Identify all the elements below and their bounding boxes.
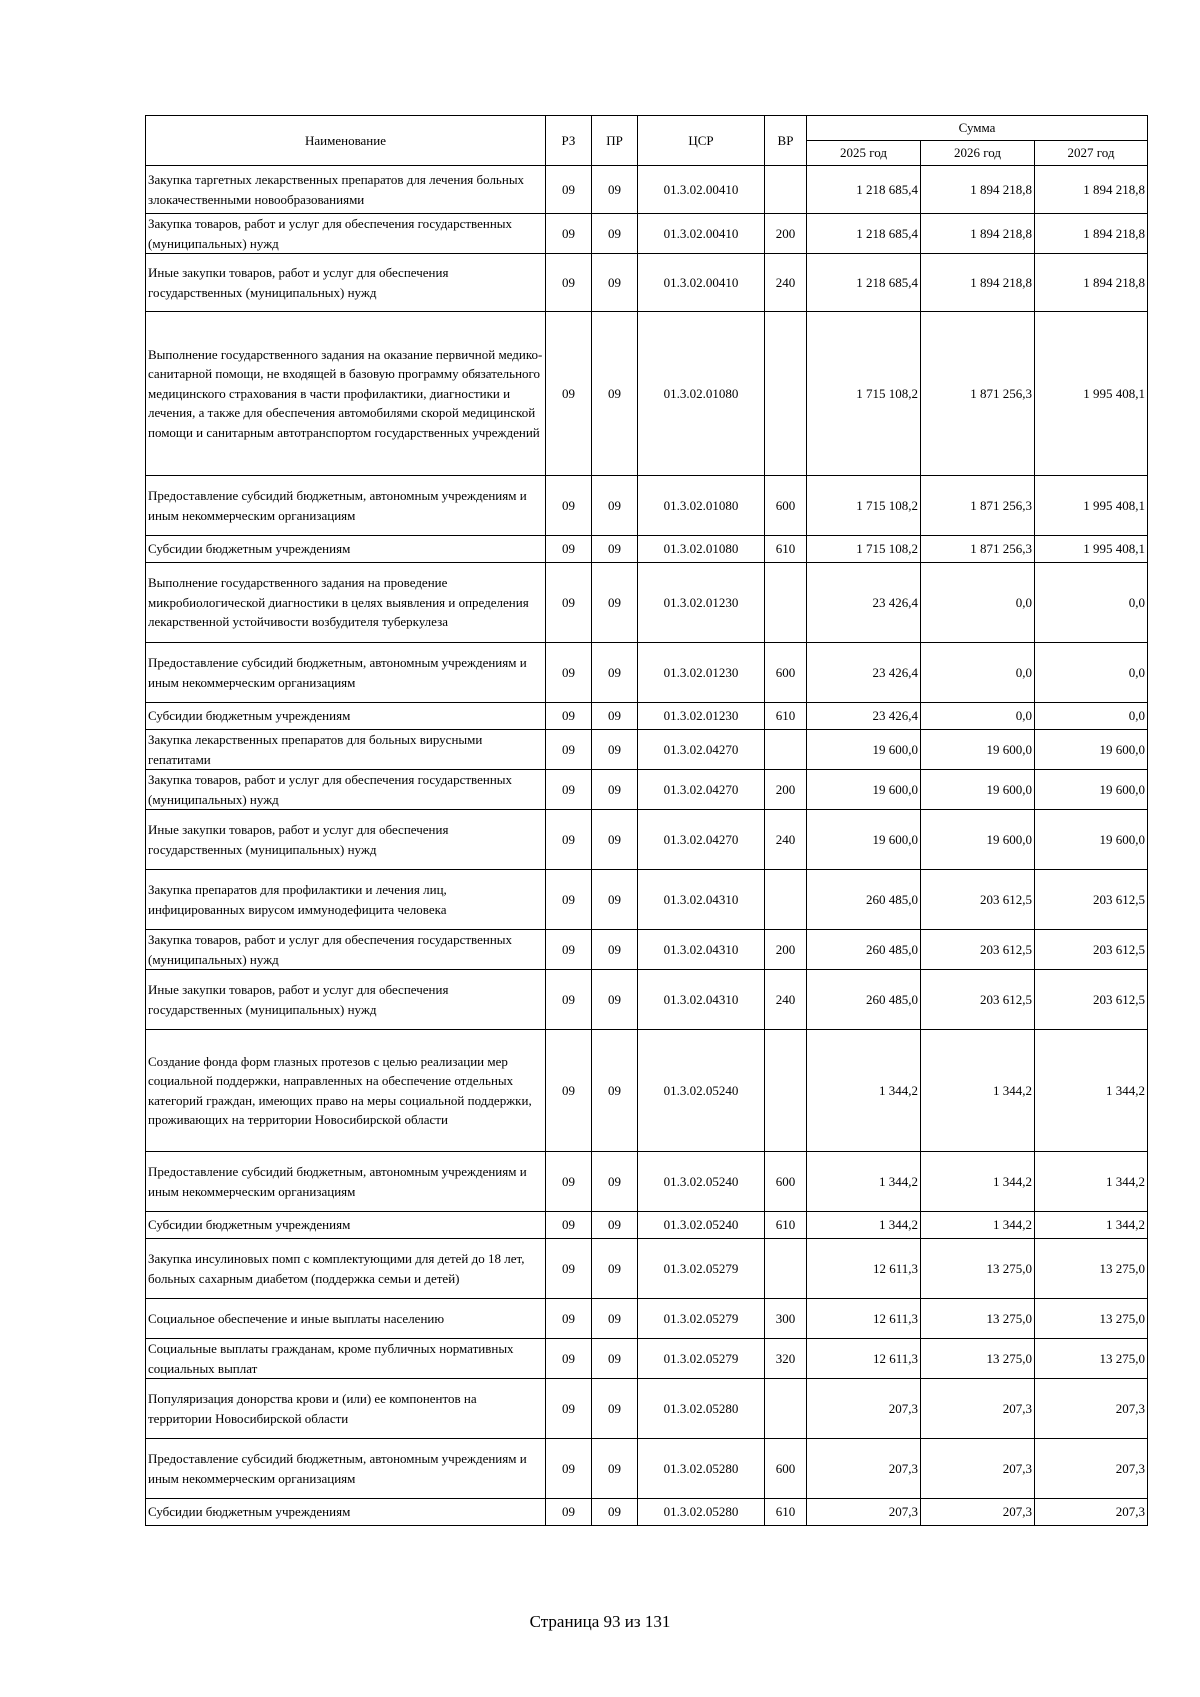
cell-rz: 09 <box>546 1299 592 1339</box>
table-row <box>146 643 1148 703</box>
table-row <box>146 703 1148 730</box>
header-year-2025: 2025 год <box>807 141 921 166</box>
cell-2025: 207,3 <box>807 1499 921 1526</box>
cell-csr: 01.3.02.04270 <box>638 810 765 870</box>
cell-name: Закупка товаров, работ и услуг для обеспечения государственных (муниципальных) нужд <box>146 214 546 254</box>
cell-csr: 01.3.02.05279 <box>638 1239 765 1299</box>
cell-2027: 0,0 <box>1035 643 1148 703</box>
cell-pr: 09 <box>592 1379 638 1439</box>
cell-pr: 09 <box>592 970 638 1030</box>
cell-2025: 19 600,0 <box>807 810 921 870</box>
table-row <box>146 1299 1148 1339</box>
cell-name: Предоставление субсидий бюджетным, автономным учреждениям и иным некоммерческим организациям <box>146 476 546 536</box>
cell-2025: 260 485,0 <box>807 870 921 930</box>
cell-2027: 207,3 <box>1035 1379 1148 1439</box>
cell-2025: 1 715 108,2 <box>807 476 921 536</box>
cell-vr: 300 <box>765 1299 807 1339</box>
table-row <box>146 810 1148 870</box>
cell-2025: 207,3 <box>807 1379 921 1439</box>
cell-rz: 09 <box>546 312 592 476</box>
cell-csr: 01.3.02.01080 <box>638 476 765 536</box>
cell-pr: 09 <box>592 770 638 810</box>
header-vr: ВР <box>765 116 807 166</box>
cell-2026: 13 275,0 <box>921 1239 1035 1299</box>
cell-csr: 01.3.02.04310 <box>638 970 765 1030</box>
cell-pr: 09 <box>592 1239 638 1299</box>
cell-vr: 200 <box>765 770 807 810</box>
cell-2025: 1 344,2 <box>807 1212 921 1239</box>
cell-2025: 23 426,4 <box>807 643 921 703</box>
cell-csr: 01.3.02.05279 <box>638 1339 765 1379</box>
cell-name: Субсидии бюджетным учреждениям <box>146 1499 546 1526</box>
cell-pr: 09 <box>592 643 638 703</box>
cell-name: Предоставление субсидий бюджетным, автономным учреждениям и иным некоммерческим организациям <box>146 643 546 703</box>
cell-csr: 01.3.02.00410 <box>638 254 765 312</box>
cell-csr: 01.3.02.04270 <box>638 770 765 810</box>
cell-pr: 09 <box>592 214 638 254</box>
cell-name: Предоставление субсидий бюджетным, автономным учреждениям и иным некоммерческим организациям <box>146 1152 546 1212</box>
cell-vr: 610 <box>765 703 807 730</box>
cell-2026: 13 275,0 <box>921 1339 1035 1379</box>
cell-vr <box>765 1030 807 1152</box>
cell-rz: 09 <box>546 1339 592 1379</box>
table-row <box>146 1030 1148 1152</box>
cell-rz: 09 <box>546 770 592 810</box>
table-row <box>146 1239 1148 1299</box>
cell-pr: 09 <box>592 1212 638 1239</box>
cell-vr <box>765 1379 807 1439</box>
cell-2026: 19 600,0 <box>921 770 1035 810</box>
table-row <box>146 930 1148 970</box>
cell-2027: 1 344,2 <box>1035 1152 1148 1212</box>
cell-2027: 1 894 218,8 <box>1035 254 1148 312</box>
cell-2025: 1 715 108,2 <box>807 536 921 563</box>
cell-vr: 600 <box>765 643 807 703</box>
cell-vr <box>765 870 807 930</box>
cell-csr: 01.3.02.04310 <box>638 930 765 970</box>
cell-2027: 0,0 <box>1035 703 1148 730</box>
table-header <box>146 116 1148 166</box>
table-row <box>146 214 1148 254</box>
cell-2027: 1 995 408,1 <box>1035 536 1148 563</box>
cell-rz: 09 <box>546 730 592 770</box>
cell-name: Закупка инсулиновых помп с комплектующими для детей до 18 лет, больных сахарным диабетом (поддержка семьи и детей) <box>146 1239 546 1299</box>
cell-pr: 09 <box>592 1299 638 1339</box>
cell-rz: 09 <box>546 214 592 254</box>
cell-csr: 01.3.02.04270 <box>638 730 765 770</box>
cell-vr: 600 <box>765 1152 807 1212</box>
table-row <box>146 1439 1148 1499</box>
cell-csr: 01.3.02.00410 <box>638 166 765 214</box>
cell-csr: 01.3.02.05279 <box>638 1299 765 1339</box>
cell-vr <box>765 730 807 770</box>
cell-csr: 01.3.02.05280 <box>638 1499 765 1526</box>
table-row <box>146 1499 1148 1526</box>
cell-csr: 01.3.02.05280 <box>638 1439 765 1499</box>
table-row <box>146 312 1148 476</box>
cell-name: Популяризация донорства крови и (или) ее компонентов на территории Новосибирской области <box>146 1379 546 1439</box>
cell-csr: 01.3.02.00410 <box>638 214 765 254</box>
cell-2027: 19 600,0 <box>1035 730 1148 770</box>
cell-rz: 09 <box>546 536 592 563</box>
cell-2027: 203 612,5 <box>1035 870 1148 930</box>
cell-rz: 09 <box>546 870 592 930</box>
cell-csr: 01.3.02.05240 <box>638 1152 765 1212</box>
cell-rz: 09 <box>546 1439 592 1499</box>
cell-2026: 19 600,0 <box>921 730 1035 770</box>
cell-pr: 09 <box>592 870 638 930</box>
cell-name: Предоставление субсидий бюджетным, автономным учреждениям и иным некоммерческим организациям <box>146 1439 546 1499</box>
table-row <box>146 536 1148 563</box>
table-row <box>146 970 1148 1030</box>
cell-2026: 13 275,0 <box>921 1299 1035 1339</box>
cell-vr: 200 <box>765 930 807 970</box>
cell-name: Закупка товаров, работ и услуг для обеспечения государственных (муниципальных) нужд <box>146 930 546 970</box>
cell-2027: 19 600,0 <box>1035 770 1148 810</box>
cell-name: Закупка таргетных лекарственных препаратов для лечения больных злокачественными новообразованиями <box>146 166 546 214</box>
cell-2027: 203 612,5 <box>1035 930 1148 970</box>
table-row <box>146 730 1148 770</box>
cell-rz: 09 <box>546 703 592 730</box>
cell-name: Создание фонда форм глазных протезов с целью реализации мер социальной поддержки, направленных на обеспечение отдельных категорий граждан, имеющих право на меры социальной поддержки, проживающих на территории Новосибирской области <box>146 1030 546 1152</box>
cell-2026: 1 871 256,3 <box>921 476 1035 536</box>
cell-pr: 09 <box>592 312 638 476</box>
cell-2026: 0,0 <box>921 703 1035 730</box>
header-name: Наименование <box>146 116 546 166</box>
cell-2027: 1 894 218,8 <box>1035 166 1148 214</box>
table-row <box>146 870 1148 930</box>
cell-2026: 1 871 256,3 <box>921 312 1035 476</box>
cell-vr: 610 <box>765 536 807 563</box>
table-row <box>146 1212 1148 1239</box>
cell-name: Закупка товаров, работ и услуг для обеспечения государственных (муниципальных) нужд <box>146 770 546 810</box>
cell-2027: 1 995 408,1 <box>1035 312 1148 476</box>
budget-table <box>145 115 1148 1526</box>
cell-2025: 1 218 685,4 <box>807 166 921 214</box>
cell-pr: 09 <box>592 166 638 214</box>
cell-vr <box>765 312 807 476</box>
cell-pr: 09 <box>592 730 638 770</box>
cell-2027: 207,3 <box>1035 1499 1148 1526</box>
cell-csr: 01.3.02.01230 <box>638 563 765 643</box>
cell-pr: 09 <box>592 1499 638 1526</box>
cell-2026: 0,0 <box>921 563 1035 643</box>
cell-pr: 09 <box>592 930 638 970</box>
table-row <box>146 254 1148 312</box>
cell-pr: 09 <box>592 1439 638 1499</box>
cell-name: Выполнение государственного задания на оказание первичной медико-санитарной помощи, не входящей в базовую программу обязательного медицинского страхования в части профилактики, диагностики и лечения, а также для обеспечения автомобилями скорой медицинской помощи и санитарным автотранспортом государственных учреждений <box>146 312 546 476</box>
cell-2026: 1 344,2 <box>921 1212 1035 1239</box>
cell-rz: 09 <box>546 643 592 703</box>
table-row <box>146 563 1148 643</box>
cell-2025: 19 600,0 <box>807 770 921 810</box>
table-row <box>146 770 1148 810</box>
cell-rz: 09 <box>546 930 592 970</box>
cell-pr: 09 <box>592 1030 638 1152</box>
cell-rz: 09 <box>546 810 592 870</box>
cell-rz: 09 <box>546 254 592 312</box>
table-row <box>146 1339 1148 1379</box>
cell-2026: 19 600,0 <box>921 810 1035 870</box>
cell-2026: 0,0 <box>921 643 1035 703</box>
cell-name: Закупка лекарственных препаратов для больных вирусными гепатитами <box>146 730 546 770</box>
cell-2026: 1 344,2 <box>921 1152 1035 1212</box>
cell-rz: 09 <box>546 1239 592 1299</box>
cell-2026: 1 344,2 <box>921 1030 1035 1152</box>
cell-vr <box>765 1239 807 1299</box>
cell-2027: 13 275,0 <box>1035 1239 1148 1299</box>
cell-2025: 23 426,4 <box>807 703 921 730</box>
cell-name: Субсидии бюджетным учреждениям <box>146 703 546 730</box>
cell-vr: 200 <box>765 214 807 254</box>
cell-2027: 0,0 <box>1035 563 1148 643</box>
cell-2025: 1 715 108,2 <box>807 312 921 476</box>
cell-csr: 01.3.02.01080 <box>638 312 765 476</box>
cell-csr: 01.3.02.05240 <box>638 1030 765 1152</box>
cell-name: Иные закупки товаров, работ и услуг для обеспечения государственных (муниципальных) нужд <box>146 810 546 870</box>
cell-rz: 09 <box>546 1212 592 1239</box>
cell-2025: 1 218 685,4 <box>807 254 921 312</box>
cell-rz: 09 <box>546 1152 592 1212</box>
cell-rz: 09 <box>546 563 592 643</box>
cell-name: Иные закупки товаров, работ и услуг для обеспечения государственных (муниципальных) нужд <box>146 970 546 1030</box>
cell-pr: 09 <box>592 1339 638 1379</box>
cell-2025: 12 611,3 <box>807 1299 921 1339</box>
cell-vr <box>765 563 807 643</box>
cell-2025: 1 218 685,4 <box>807 214 921 254</box>
cell-2026: 203 612,5 <box>921 870 1035 930</box>
header-sum: Сумма <box>807 116 1148 141</box>
cell-2026: 1 894 218,8 <box>921 254 1035 312</box>
cell-name: Закупка препаратов для профилактики и лечения лиц, инфицированных вирусом иммунодефицита человека <box>146 870 546 930</box>
cell-pr: 09 <box>592 1152 638 1212</box>
cell-name: Субсидии бюджетным учреждениям <box>146 536 546 563</box>
cell-csr: 01.3.02.01080 <box>638 536 765 563</box>
header-year-2026: 2026 год <box>921 141 1035 166</box>
cell-2026: 1 894 218,8 <box>921 214 1035 254</box>
cell-pr: 09 <box>592 476 638 536</box>
cell-name: Выполнение государственного задания на проведение микробиологической диагностики в целях выявления и определения лекарственной устойчивости возбудителя туберкулеза <box>146 563 546 643</box>
cell-csr: 01.3.02.01230 <box>638 643 765 703</box>
cell-rz: 09 <box>546 1499 592 1526</box>
cell-2026: 207,3 <box>921 1439 1035 1499</box>
cell-2025: 207,3 <box>807 1439 921 1499</box>
cell-pr: 09 <box>592 703 638 730</box>
cell-rz: 09 <box>546 1379 592 1439</box>
cell-2026: 1 894 218,8 <box>921 166 1035 214</box>
table-row <box>146 166 1148 214</box>
table-row <box>146 1152 1148 1212</box>
cell-2027: 1 894 218,8 <box>1035 214 1148 254</box>
cell-csr: 01.3.02.04310 <box>638 870 765 930</box>
cell-rz: 09 <box>546 166 592 214</box>
cell-vr: 600 <box>765 476 807 536</box>
cell-2027: 13 275,0 <box>1035 1299 1148 1339</box>
cell-vr <box>765 166 807 214</box>
cell-pr: 09 <box>592 810 638 870</box>
cell-2026: 207,3 <box>921 1379 1035 1439</box>
cell-2026: 1 871 256,3 <box>921 536 1035 563</box>
header-pr: ПР <box>592 116 638 166</box>
cell-2027: 207,3 <box>1035 1439 1148 1499</box>
cell-vr: 240 <box>765 970 807 1030</box>
cell-2025: 23 426,4 <box>807 563 921 643</box>
cell-vr: 240 <box>765 810 807 870</box>
cell-2026: 203 612,5 <box>921 930 1035 970</box>
cell-pr: 09 <box>592 563 638 643</box>
cell-2025: 260 485,0 <box>807 970 921 1030</box>
cell-vr: 610 <box>765 1499 807 1526</box>
cell-2027: 1 344,2 <box>1035 1030 1148 1152</box>
cell-2027: 203 612,5 <box>1035 970 1148 1030</box>
cell-2026: 203 612,5 <box>921 970 1035 1030</box>
cell-pr: 09 <box>592 254 638 312</box>
table-body <box>146 166 1148 1526</box>
cell-2025: 260 485,0 <box>807 930 921 970</box>
cell-pr: 09 <box>592 536 638 563</box>
cell-name: Социальные выплаты гражданам, кроме публичных нормативных социальных выплат <box>146 1339 546 1379</box>
cell-name: Социальное обеспечение и иные выплаты населению <box>146 1299 546 1339</box>
cell-2027: 1 344,2 <box>1035 1212 1148 1239</box>
cell-csr: 01.3.02.05280 <box>638 1379 765 1439</box>
header-rz: РЗ <box>546 116 592 166</box>
cell-2027: 1 995 408,1 <box>1035 476 1148 536</box>
cell-2025: 12 611,3 <box>807 1339 921 1379</box>
cell-2027: 19 600,0 <box>1035 810 1148 870</box>
cell-vr: 320 <box>765 1339 807 1379</box>
cell-name: Субсидии бюджетным учреждениям <box>146 1212 546 1239</box>
table-row <box>146 1379 1148 1439</box>
cell-2026: 207,3 <box>921 1499 1035 1526</box>
table-row <box>146 476 1148 536</box>
cell-2025: 1 344,2 <box>807 1030 921 1152</box>
cell-vr: 240 <box>765 254 807 312</box>
header-year-2027: 2027 год <box>1035 141 1148 166</box>
cell-name: Иные закупки товаров, работ и услуг для обеспечения государственных (муниципальных) нужд <box>146 254 546 312</box>
cell-vr: 610 <box>765 1212 807 1239</box>
page-number: Страница 93 из 131 <box>529 1612 671 1631</box>
cell-csr: 01.3.02.05240 <box>638 1212 765 1239</box>
cell-2025: 19 600,0 <box>807 730 921 770</box>
header-csr: ЦСР <box>638 116 765 166</box>
cell-2025: 12 611,3 <box>807 1239 921 1299</box>
cell-csr: 01.3.02.01230 <box>638 703 765 730</box>
cell-rz: 09 <box>546 1030 592 1152</box>
cell-2025: 1 344,2 <box>807 1152 921 1212</box>
cell-rz: 09 <box>546 970 592 1030</box>
cell-vr: 600 <box>765 1439 807 1499</box>
cell-2027: 13 275,0 <box>1035 1339 1148 1379</box>
cell-rz: 09 <box>546 476 592 536</box>
